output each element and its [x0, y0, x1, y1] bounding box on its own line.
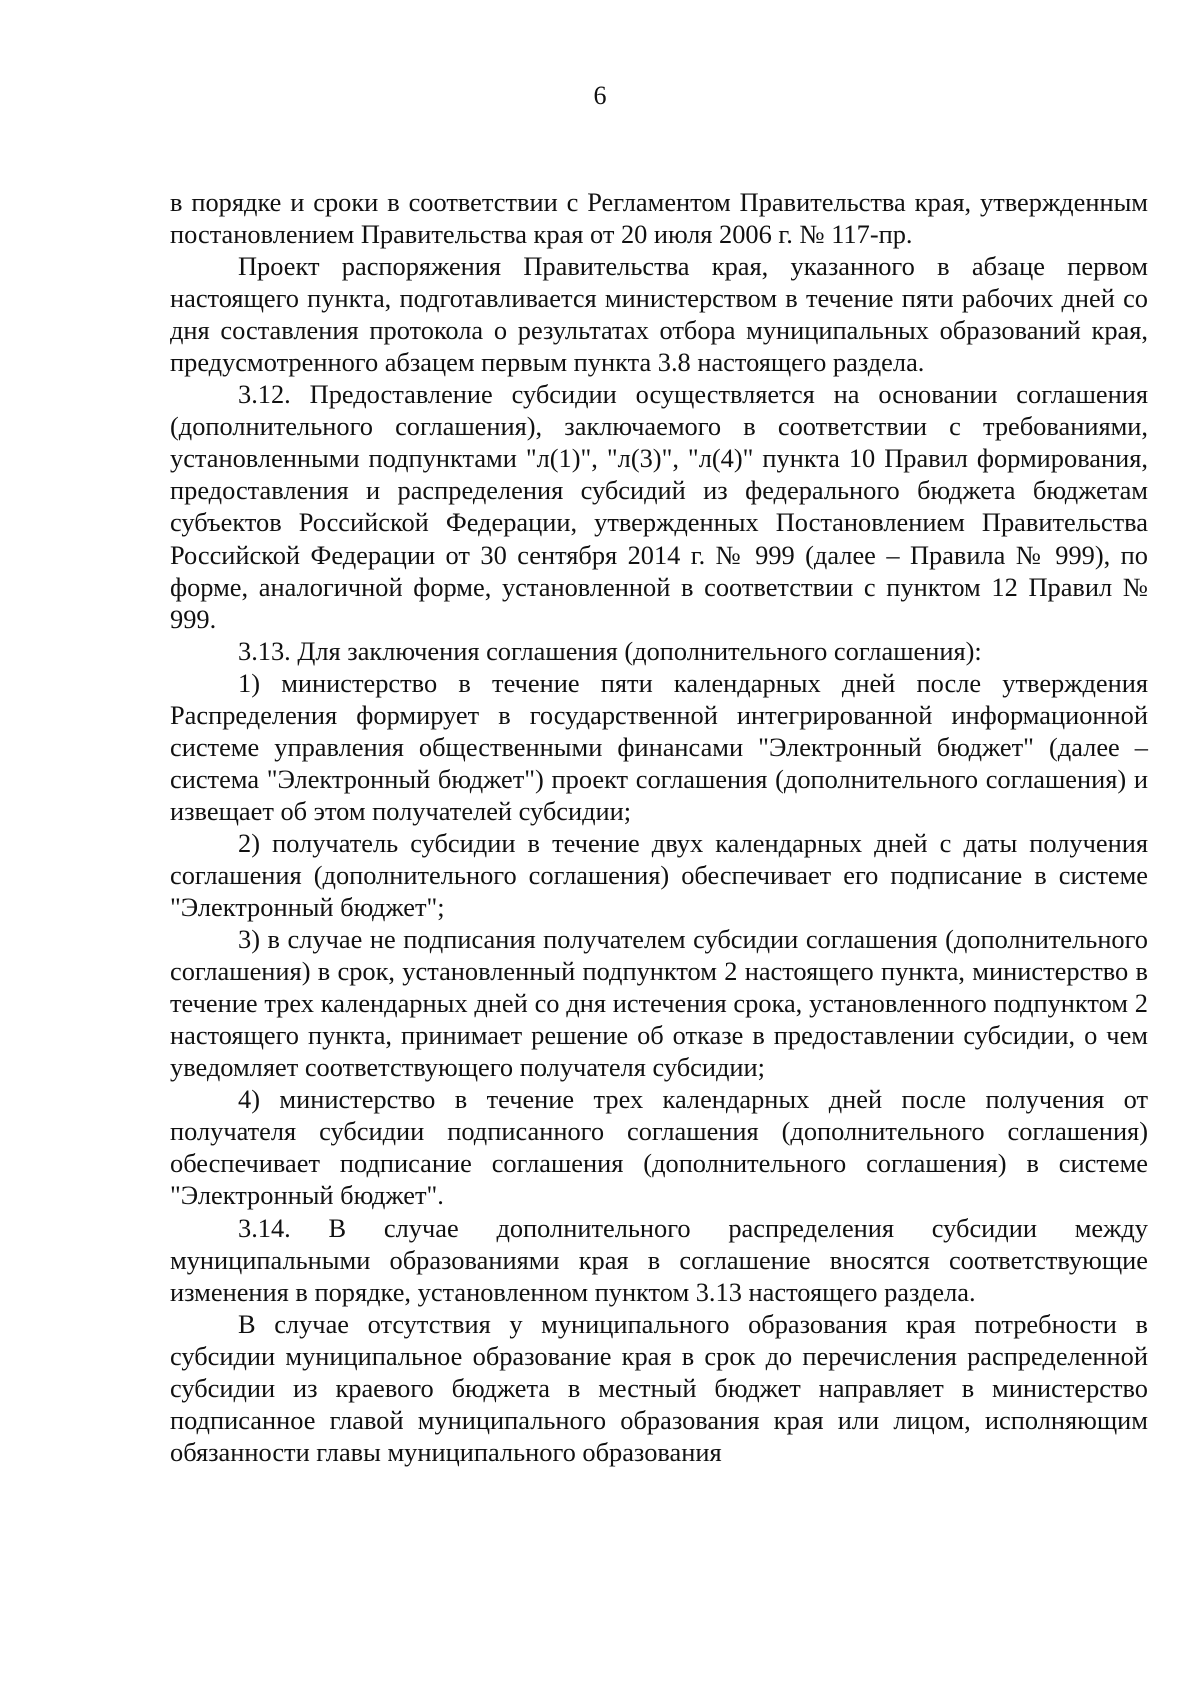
paragraph: 3.14. В случае дополнительного распределения субсидии между муниципальными образованиями края в соглашение вносятся соответствующие изменения в порядке, установленном пунктом 3.13 настоящего раздела. [170, 1212, 1148, 1307]
paragraph: Проект распоряжения Правительства края, указанного в абзаце первом настоящего пункта, подготавливается министерством в течение пяти рабочих дней со дня составления протокола о результатах отбора муниципальных образований края, предусмотренного абзацем первым пункта 3.8 настоящего раздела. [170, 251, 1148, 378]
paragraph: 4) министерство в течение трех календарных дней после получения от получателя субсидии подписанного соглашения (дополнительного соглашения) обеспечивает подписание соглашения (дополнительного соглашения) в системе "Электронный бюджет". [170, 1084, 1148, 1211]
paragraph: 3.12. Предоставление субсидии осуществляется на основании соглашения (дополнительного соглашения), заключаемого в соответствии с требованиями, установленными подпунктами "л(1)", "л(3)", "л(4)" пункта 10 Правил формирования, предоставления и распределения субсидий из федерального бюджета бюджетам субъектов Российской Федерации, утвержденных Постановлением Правительства Российской Федерации от 30 сентября 2014 г. № 999 (далее – Правила № 999), по форме, аналогичной форме, установленной в соответствии с пунктом 12 Правил № 999. [170, 379, 1148, 634]
paragraph: 1) министерство в течение пяти календарных дней после утверждения Распределения формирует в государственной интегрированной информационной системе управления общественными финансами "Электронный бюджет" (далее – система "Электронный бюджет") проект соглашения (дополнительного соглашения) и извещает об этом получателей субсидии; [170, 667, 1148, 826]
paragraph: 2) получатель субсидии в течение двух календарных дней с даты получения соглашения (дополнительного соглашения) обеспечивает его подписание в системе "Электронный бюджет"; [170, 827, 1148, 923]
paragraph: 3.13. Для заключения соглашения (дополнительного соглашения): [238, 635, 982, 666]
paragraph: 3) в случае не подписания получателем субсидии соглашения (дополнительного соглашения) в срок, установленный подпунктом 2 настоящего пункта, министерство в течение трех календарных дней со дня истечения срока, установленного подпунктом 2 настоящего пункта, принимает решение об отказе в предоставлении субсидии, о чем уведомляет соответствующего получателя субсидии; [170, 924, 1148, 1083]
document-body [170, 186, 1148, 1468]
paragraph: В случае отсутствия у муниципального образования края потребности в субсидии муниципальное образование края в срок до перечисления распределенной субсидии из краевого бюджета в местный бюджет направляет в министерство подписанное главой муниципального образования края или лицом, исполняющим обязанности главы муниципального образования [170, 1308, 1148, 1467]
page-number: 6 [593, 81, 607, 110]
paragraph: в порядке и сроки в соответствии с Регламентом Правительства края, утвержденным постановлением Правительства края от 20 июля 2006 г. № 117-пр. [170, 187, 1148, 250]
